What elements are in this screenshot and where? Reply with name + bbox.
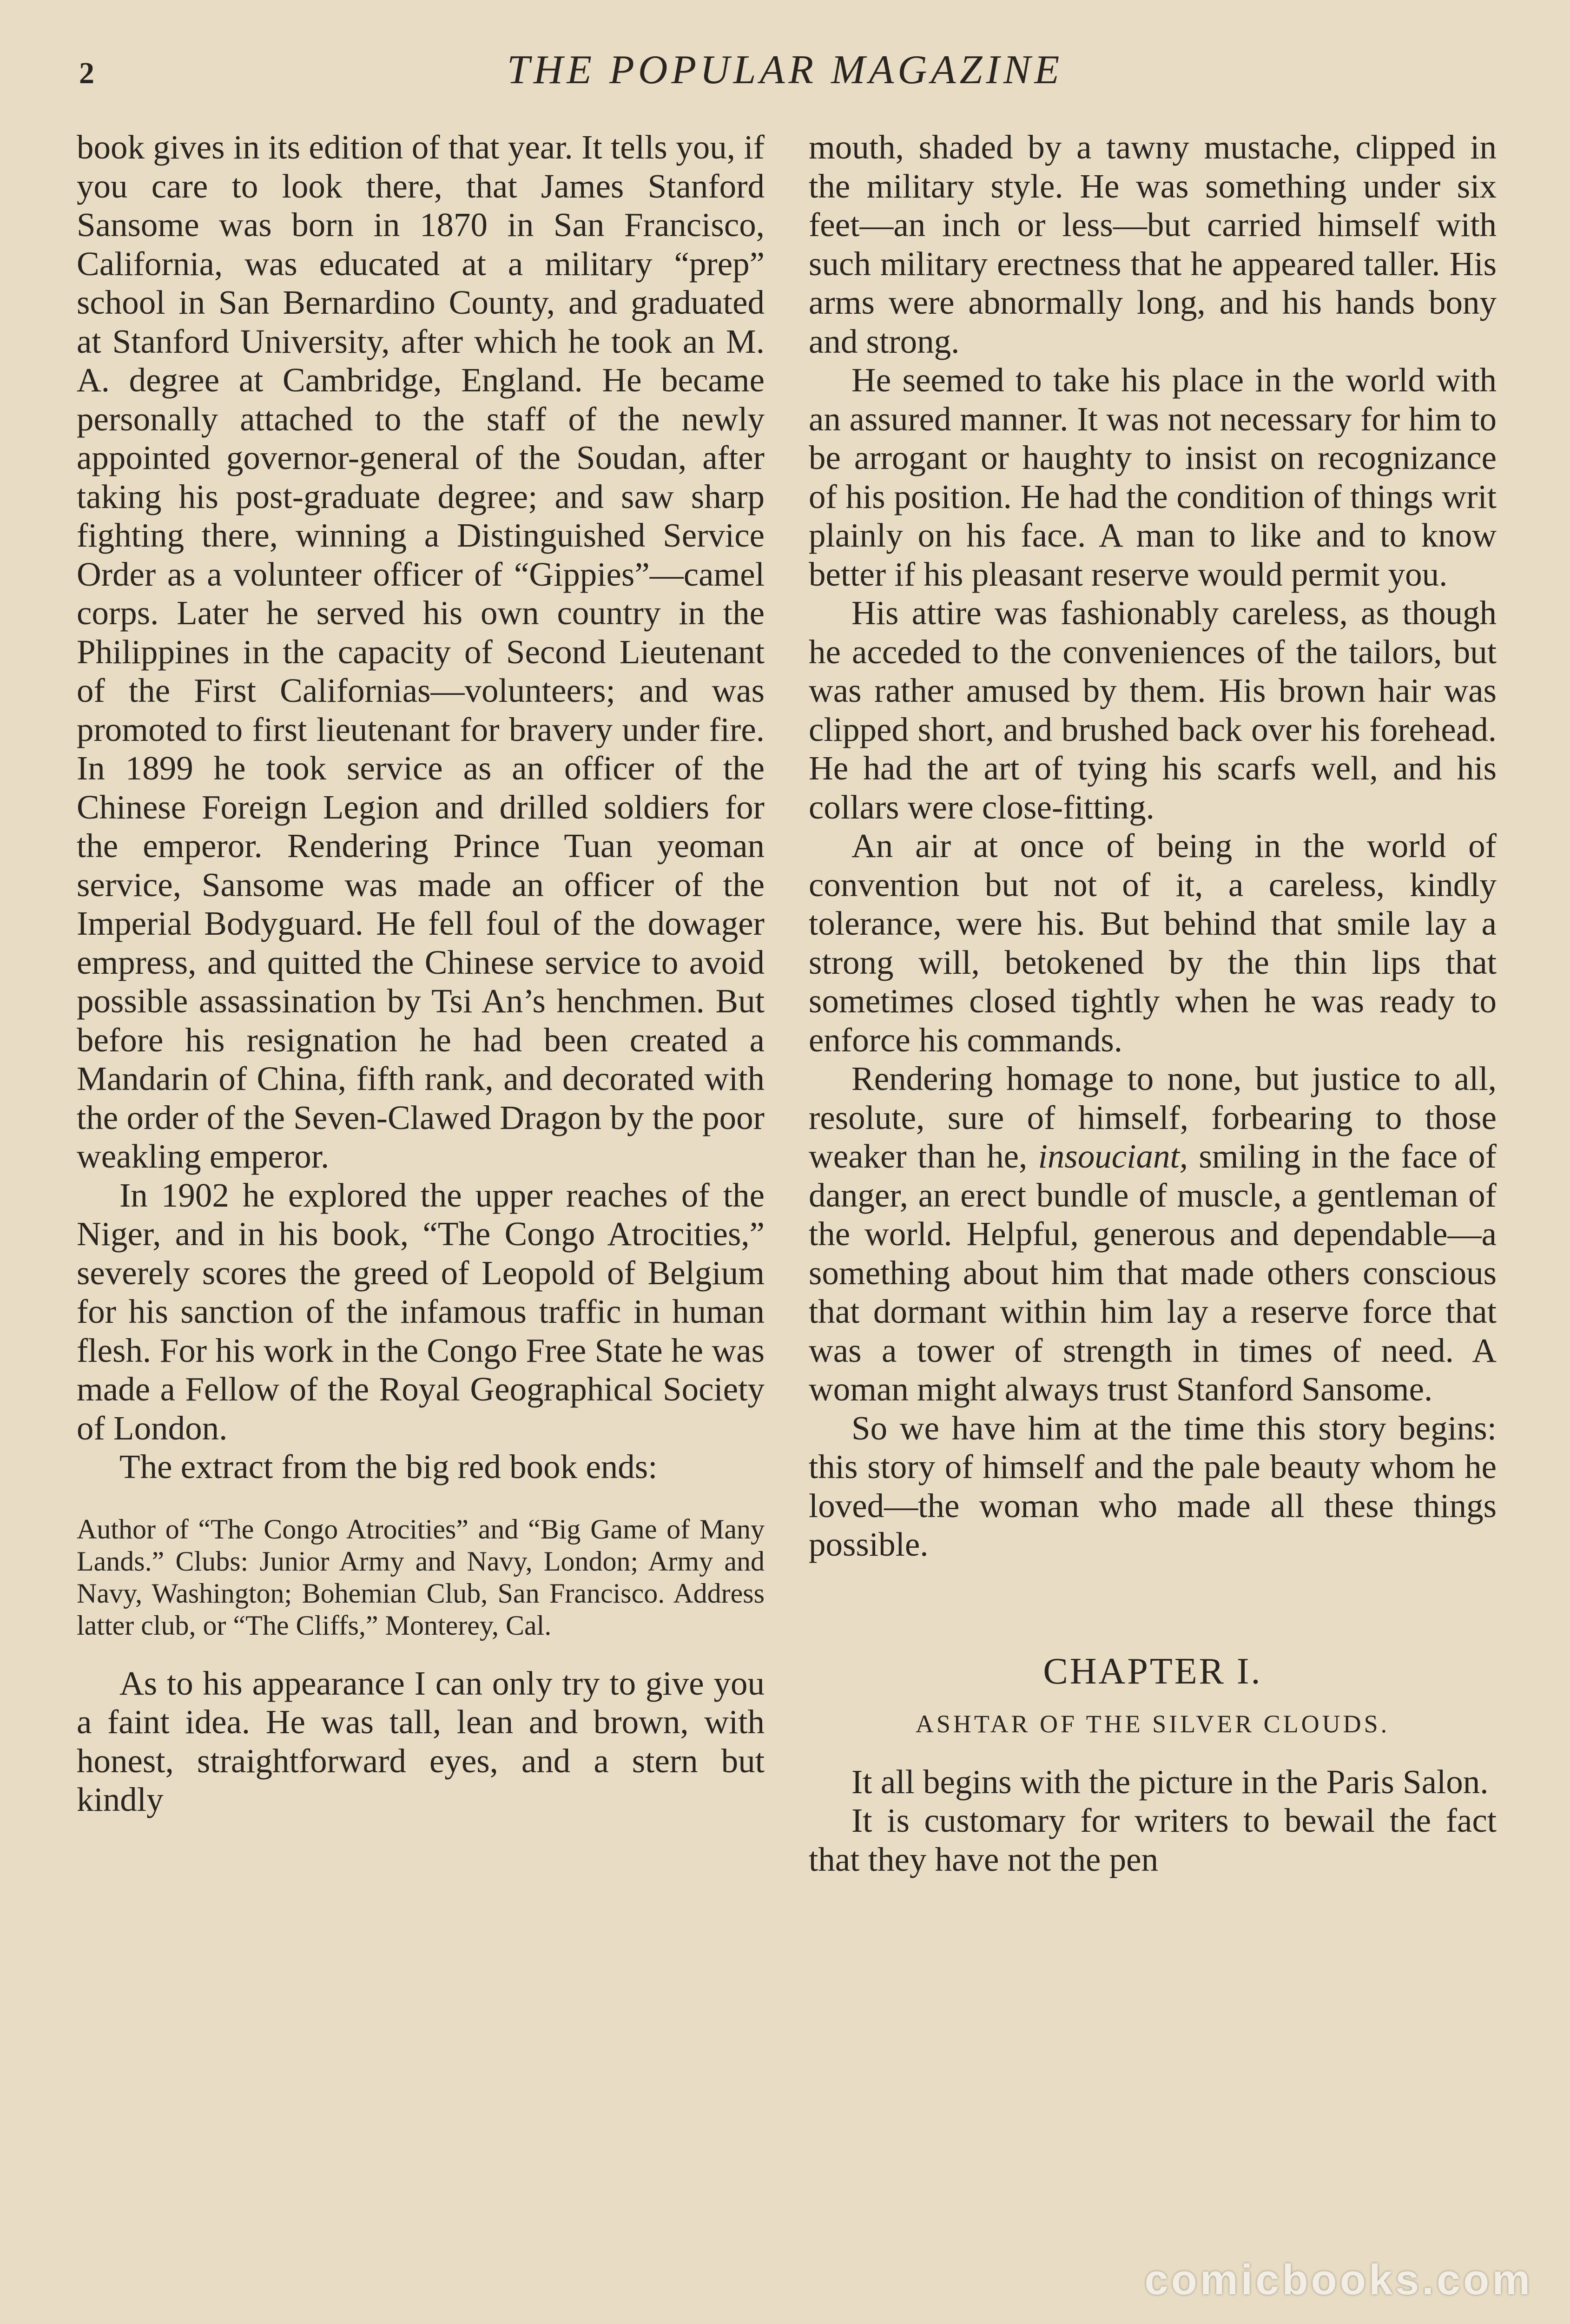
running-head: THE POPULAR MAGAZINE [507,47,1063,92]
chapter-title: CHAPTER I. [1043,1651,1262,1692]
paragraph-text: smiling in the face of danger, an erect bundle of muscle, a gentleman of the world. Helpful, generous and dependable—a something about him that made others conscious that dormant within him lay a reserve force that was a tower of strength in times of need. A woman might always trust Stanford Sansome. [809,1137,1497,1408]
paragraph: So we have him at the time this story begins: this story of himself and the pale beauty whom he loved—the woman who made all these things possible. [809,1409,1497,1563]
chapter-subtitle: ASHTAR OF THE SILVER CLOUDS. [915,1710,1390,1738]
right-column [809,128,1497,1879]
paragraph: The extract from the big red book ends: [119,1448,658,1486]
paragraph: As to his appearance I can only try to give you a faint idea. He was tall, lean and brown, with honest, straightforward eyes, and a stern but kindly [77,1664,765,1818]
paragraph: His attire was fashionably careless, as though he acceded to the conveniences of the tailors, but was rather amused by them. His brown hair was clipped short, and brushed back over his forehead. He had the art of tying his scarfs well, and his collars were close-fitting. [809,594,1497,826]
watermark: comicbooks.com [1144,2256,1533,2304]
paragraph: He seemed to take his place in the world with an assured manner. It was not necessary for him to be arrogant or haughty to insist on recognizance of his position. He had the condition of things writ plainly on his face. A man to like and to know better if his pleasant reserve would permit you. [809,361,1497,593]
paragraph: An air at once of being in the world of convention but not of it, a careless, kindly tolerance, were his. But behind that smile lay a strong will, betokened by the thin lips that sometimes closed tightly when he was ready to enforce his commands. [809,827,1497,1059]
page-number: 2 [79,56,94,90]
italic-word: insouciant, [1038,1137,1188,1175]
paragraph: book gives in its edition of that year. It tells you, if you care to look there, that James Stanford Sansome was born in 1870 in San Francisco, California, was educated at a military “prep” school in San Bernardino County, and graduated at Stanford University, after which he took an M. A. degree at Cambridge, England. He became personally attached to the staff of the newly appointed governor-general of the Soudan, after taking his post-graduate degree; and saw sharp fighting there, winning a Distinguished Service Order as a volunteer officer of “Gippies”—camel corps. Later he served his own country in the Philippines in the capacity of Second Lieutenant of the First Californias—volunteers; and was promoted to first lieutenant for bravery under fire. In 1899 he took service as an officer of the Chinese Foreign Legion and drilled soldiers for the emperor. Rendering Prince Tuan yeoman service, Sansome was made an officer of the Imperial Bodyguard. He fell foul of the dowager empress, and quitted the Chinese service to avoid possible assassination by Tsi An’s henchmen. But before his resignation he had been created a Mandarin of China, fifth rank, and decorated with the order of the Seven-Clawed Dragon by the poor weakling emperor. [77,128,765,1175]
left-column [77,128,765,1819]
paragraph [809,1059,1497,1409]
paragraph-text: Rendering homage to none, but justice to all, resolute, sure of himself, forbearing to those weaker than he, [809,1060,1497,1175]
paragraph: It is customary for writers to bewail the fact that they have not the pen [809,1802,1497,1878]
book-extract-quote: Author of “The Congo Atrocities” and “Big Game of Many Lands.” Clubs: Junior Army and Navy, London; Army and Navy, Washington; Bohemian Club, San Francisco. Address latter club, or “The Cliffs,” Monterey, Cal. [77,1513,765,1641]
paragraph: In 1902 he explored the upper reaches of the Niger, and in his book, “The Congo Atrocities,” severely scores the greed of Leopold of Belgium for his sanction of the infamous traffic in human flesh. For his work in the Congo Free State he was made a Fellow of the Royal Geographical Society of London. [77,1176,765,1447]
paragraph: mouth, shaded by a tawny mustache, clipped in the military style. He was something under six feet—an inch or less—but carried himself with such military erectness that he appeared taller. His arms were abnormally long, and his hands bony and strong. [809,128,1497,360]
paragraph: It all begins with the picture in the Paris Salon. [851,1763,1489,1801]
